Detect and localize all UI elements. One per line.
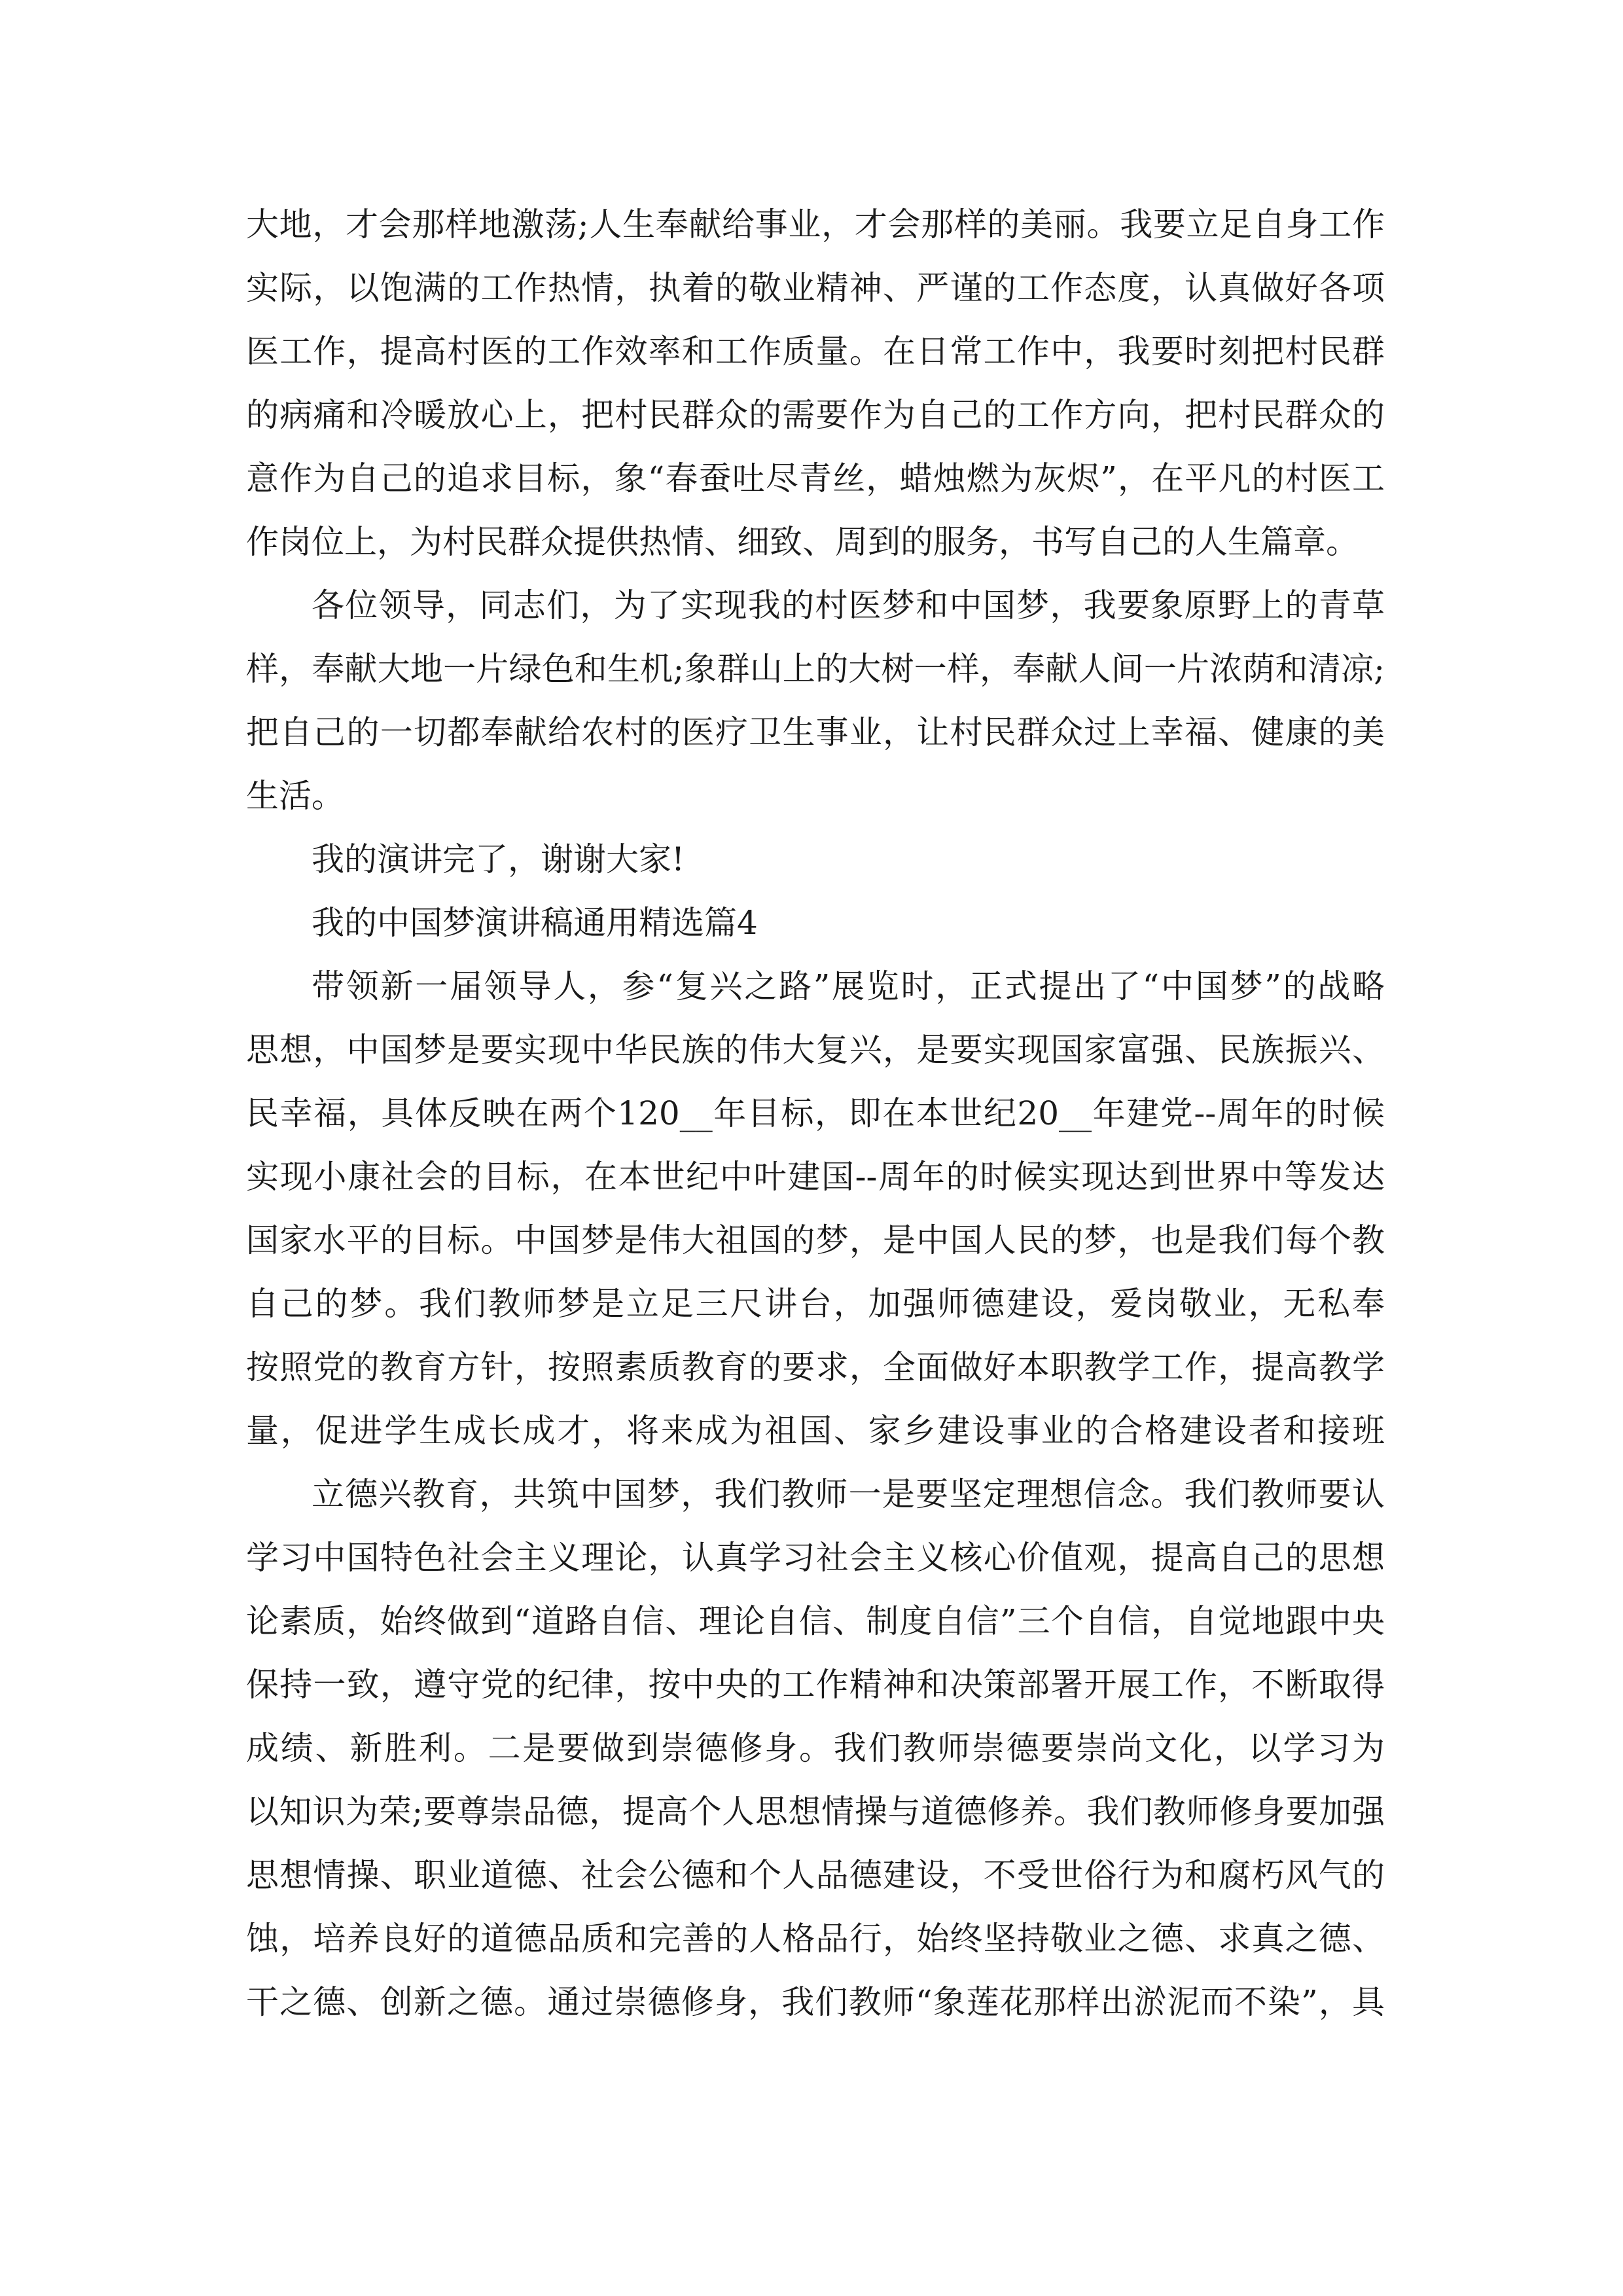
text-line: 医工作，提高村医的工作效率和工作质量。在日常工作中，我要时刻把村民群 <box>246 332 1385 370</box>
text-line: 我的演讲完了，谢谢大家! <box>312 840 685 878</box>
text-line: 大地，才会那样地激荡;人生奉献给事业，才会那样的美丽。我要立足自身工作 <box>246 206 1385 243</box>
text-line: 思想情操、职业道德、社会公德和个人品德建设，不受世俗行为和腐朽风气的 <box>246 1856 1385 1894</box>
text-line: 学习中国特色社会主义理论，认真学习社会主义核心价值观，提高自己的思想 <box>246 1539 1385 1577</box>
text-line: 量，促进学生成长成才，将来成为祖国、家乡建设事业的合格建设者和接班 <box>246 1412 1385 1450</box>
text-line: 国家水平的目标。中国梦是伟大祖国的梦，是中国人民的梦，也是我们每个教 <box>246 1221 1385 1259</box>
text-line: 实际，以饱满的工作热情，执着的敬业精神、严谨的工作态度，认真做好各项 <box>246 269 1385 307</box>
text-line: 带领新一届领导人，参“复兴之路”展览时，正式提出了“中国梦”的战略 <box>312 967 1385 1005</box>
text-line: 论素质，始终做到“道路自信、理论自信、制度自信”三个自信，自觉地跟中央 <box>246 1602 1385 1640</box>
text-line: 干之德、创新之德。通过崇德修身，我们教师“象莲花那样出淤泥而不染”，具 <box>246 1983 1385 2021</box>
text-line: 民幸福，具体反映在两个120__年目标，即在本世纪20__年建党--周年的时候 <box>246 1094 1385 1132</box>
document-body <box>246 193 1385 2034</box>
section-heading <box>246 891 1385 955</box>
text-line: 以知识为荣;要尊崇品德，提高个人思想情操与道德修养。我们教师修身要加强 <box>246 1793 1385 1831</box>
text-line: 按照党的教育方针，按照素质教育的要求，全面做好本职教学工作，提高教学 <box>246 1348 1385 1386</box>
paragraph <box>246 574 1385 828</box>
text-line: 成绩、新胜利。二是要做到崇德修身。我们教师崇德要崇尚文化，以学习为 <box>246 1729 1385 1767</box>
paragraph <box>246 1463 1385 2034</box>
text-line: 思想，中国梦是要实现中华民族的伟大复兴，是要实现国家富强、民族振兴、 <box>246 1031 1385 1069</box>
text-line: 生活。 <box>246 777 344 815</box>
paragraph <box>246 828 1385 891</box>
text-line: 保持一致，遵守党的纪律，按中央的工作精神和决策部署开展工作，不断取得 <box>246 1666 1385 1704</box>
text-line: 的病痛和冷暖放心上，把村民群众的需要作为自己的工作方向，把村民群众的 <box>246 396 1385 434</box>
text-line: 把自己的一切都奉献给农村的医疗卫生事业，让村民群众过上幸福、健康的美 <box>246 713 1385 751</box>
heading-text: 我的中国梦演讲稿通用精选篇4 <box>312 904 758 942</box>
text-line: 作岗位上，为村民群众提供热情、细致、周到的服务，书写自己的人生篇章。 <box>246 523 1359 561</box>
text-line: 各位领导，同志们，为了实现我的村医梦和中国梦，我要象原野上的青草 <box>312 586 1385 624</box>
text-line: 自己的梦。我们教师梦是立足三尺讲台，加强师德建设，爱岗敬业，无私奉 <box>246 1285 1385 1323</box>
text-line: 立德兴教育，共筑中国梦，我们教师一是要坚定理想信念。我们教师要认 <box>312 1475 1385 1513</box>
paragraph <box>246 193 1385 574</box>
text-line: 蚀，培养良好的道德品质和完善的人格品行，始终坚持敬业之德、求真之德、 <box>246 1920 1385 1958</box>
paragraph <box>246 955 1385 1463</box>
text-line: 样，奉献大地一片绿色和生机;象群山上的大树一样，奉献人间一片浓荫和清凉; <box>246 650 1385 688</box>
text-line: 意作为自己的追求目标，象“春蚕吐尽青丝，蜡烛燃为灰烬”，在平凡的村医工 <box>246 459 1385 497</box>
text-line: 实现小康社会的目标，在本世纪中叶建国--周年的时候实现达到世界中等发达 <box>246 1158 1385 1196</box>
